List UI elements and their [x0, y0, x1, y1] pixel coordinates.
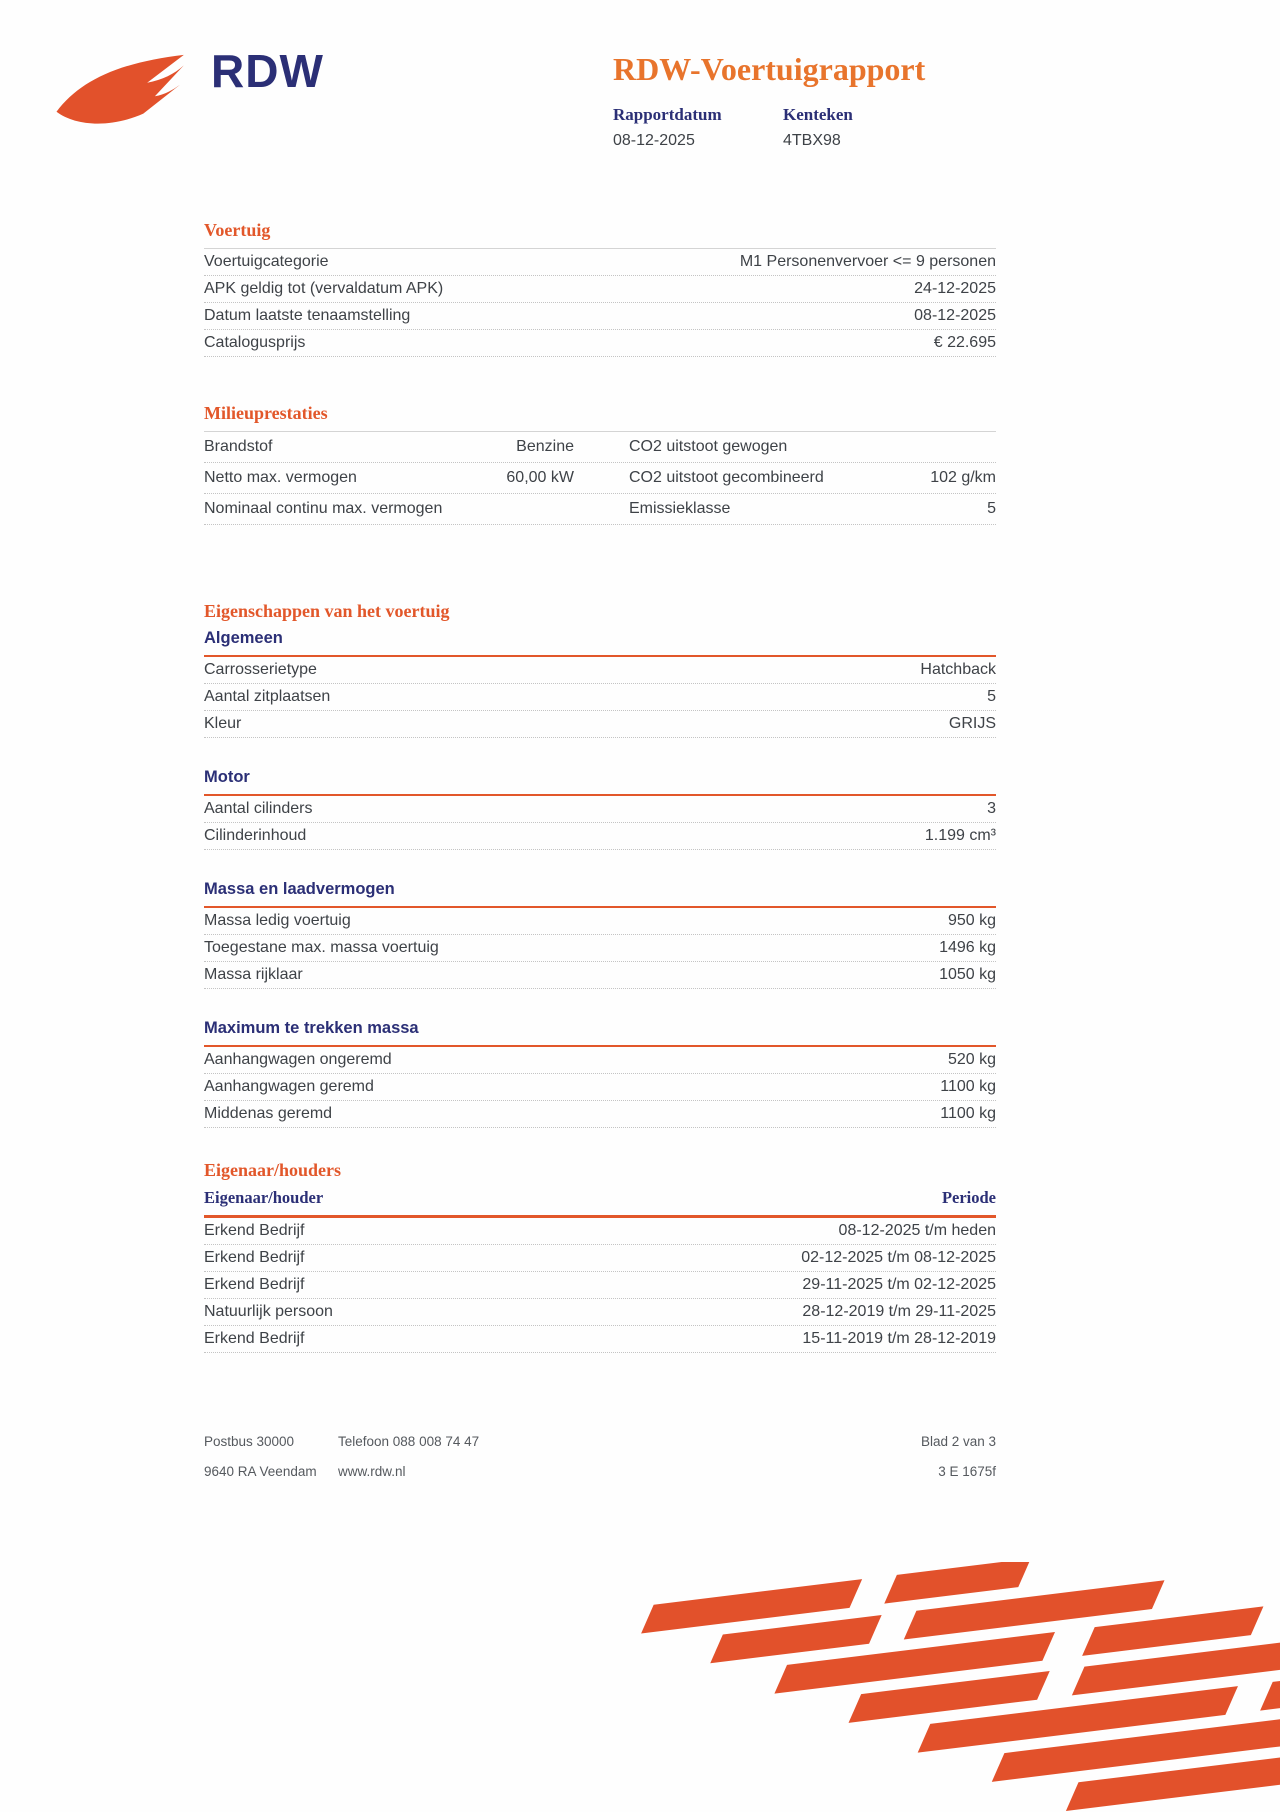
row-value: 1496 kg [939, 939, 996, 956]
footer-grid [204, 1434, 996, 1479]
row-label: CO2 uitstoot gewogen [629, 438, 788, 455]
owner-name: Erkend Bedrijf [204, 1222, 305, 1239]
row-value: 102 g/km [930, 469, 996, 486]
row-label: APK geldig tot (vervaldatum APK) [204, 280, 444, 297]
footer-address-line1: Postbus 30000 [204, 1434, 295, 1449]
row-label: Cilinderinhoud [204, 827, 307, 844]
report-date-label: Rapportdatum [613, 105, 722, 125]
row-label: Middenas geremd [204, 1105, 333, 1122]
section-heading: Eigenaar/houders [204, 1160, 342, 1180]
footer-address-line2: 9640 RA Veendam [204, 1464, 317, 1479]
owner-period: 29-11-2025 t/m 02-12-2025 [802, 1276, 996, 1293]
table-row [204, 432, 996, 463]
table-row [204, 1074, 996, 1101]
table-row [204, 823, 996, 850]
row-label: Datum laatste tenaamstelling [204, 307, 411, 324]
row-value: 08-12-2025 [914, 307, 996, 324]
milieu-rows [204, 431, 996, 525]
footer-doc-code: 3 E 1675f [938, 1464, 996, 1479]
footer-website: www.rdw.nl [338, 1464, 406, 1479]
row-label: Brandstof [204, 438, 273, 455]
section-eigenaar-houders [204, 1160, 996, 1353]
group-title: Massa en laadvermogen [204, 880, 996, 908]
group-title: Motor [204, 768, 996, 796]
logo-text: RDW [211, 45, 324, 97]
owner-name: Erkend Bedrijf [204, 1249, 305, 1266]
row-label: Aanhangwagen ongeremd [204, 1051, 392, 1068]
section-voertuig [204, 220, 996, 357]
row-value: 1100 kg [940, 1078, 996, 1095]
table-row [204, 463, 996, 494]
row-value: Benzine [516, 438, 574, 455]
table-row [204, 935, 996, 962]
table-row [204, 1218, 996, 1245]
row-label: Aanhangwagen geremd [204, 1078, 374, 1095]
owner-period: 02-12-2025 t/m 08-12-2025 [801, 1249, 996, 1266]
rdw-stripes-graphic [640, 1562, 1280, 1812]
row-label: Aantal zitplaatsen [204, 688, 331, 705]
group-motor [204, 768, 996, 850]
column-header-owner: Eigenaar/houder [204, 1188, 324, 1207]
report-date-value: 08-12-2025 [613, 132, 695, 150]
rdw-logo [52, 45, 324, 132]
table-row [204, 1299, 996, 1326]
row-value: 1.199 cm³ [924, 827, 996, 844]
section-eigenschappen [204, 601, 996, 1128]
group-title: Algemeen [204, 629, 996, 657]
section-heading: Voertuig [204, 220, 271, 240]
row-label: Netto max. vermogen [204, 469, 357, 486]
kenteken [783, 105, 953, 150]
row-value: € 22.695 [933, 334, 996, 351]
owner-name: Erkend Bedrijf [204, 1276, 305, 1293]
group-trekken-massa [204, 1019, 996, 1128]
section-heading: Milieuprestaties [204, 403, 328, 423]
row-label: Massa ledig voertuig [204, 912, 351, 929]
table-row [204, 330, 996, 357]
table-row [204, 276, 996, 303]
row-value: 5 [987, 688, 996, 705]
row-label: Catalogusprijs [204, 334, 306, 351]
rdw-wing-icon [52, 50, 197, 132]
table-row [204, 1101, 996, 1128]
row-value: M1 Personenvervoer <= 9 personen [739, 253, 996, 270]
row-label: Nominaal continu max. vermogen [204, 500, 443, 517]
footer-page-number: Blad 2 van 3 [920, 1434, 996, 1449]
row-label: Voertuigcategorie [204, 253, 329, 270]
column-header-period: Periode [941, 1188, 996, 1207]
owner-period: 28-12-2019 t/m 29-11-2025 [802, 1303, 996, 1320]
table-row [204, 494, 996, 525]
voertuig-rows [204, 248, 996, 357]
table-row [204, 657, 996, 684]
group-title: Maximum te trekken massa [204, 1019, 996, 1047]
section-heading: Eigenschappen van het voertuig [204, 601, 450, 621]
group-algemeen [204, 629, 996, 738]
row-value: GRIJS [948, 715, 996, 732]
table-row [204, 1326, 996, 1353]
table-row [204, 1272, 996, 1299]
row-label: Toegestane max. massa voertuig [204, 939, 439, 956]
owner-period: 08-12-2025 t/m heden [838, 1222, 996, 1239]
title-block [613, 52, 1033, 150]
table-row [204, 1245, 996, 1272]
owner-name: Erkend Bedrijf [204, 1330, 305, 1347]
row-value: 1050 kg [939, 966, 996, 983]
kenteken-label: Kenteken [783, 105, 853, 125]
table-row [204, 796, 996, 823]
table-row [204, 303, 996, 330]
report-meta [613, 105, 1033, 150]
table-row [204, 249, 996, 276]
page-title: RDW-Voertuigrapport [613, 51, 926, 87]
row-label: Emissieklasse [629, 500, 731, 517]
row-value: 3 [987, 800, 996, 817]
table-row [204, 711, 996, 738]
table-row [204, 684, 996, 711]
footer-phone: Telefoon 088 008 74 47 [338, 1434, 480, 1449]
row-label: Carrosserietype [204, 661, 317, 678]
row-label: Aantal cilinders [204, 800, 313, 817]
row-value: 950 kg [947, 912, 996, 929]
row-value: 24-12-2025 [914, 280, 996, 297]
row-value: 5 [987, 500, 996, 517]
owner-period: 15-11-2019 t/m 28-12-2019 [802, 1330, 996, 1347]
table-row [204, 962, 996, 989]
owners-table-header [204, 1188, 996, 1218]
row-label: CO2 uitstoot gecombineerd [629, 469, 824, 486]
row-label: Kleur [204, 715, 242, 732]
table-row [204, 908, 996, 935]
row-label: Massa rijklaar [204, 966, 303, 983]
row-value: 1100 kg [940, 1105, 996, 1122]
group-massa [204, 880, 996, 989]
row-value: Hatchback [920, 661, 996, 678]
table-row [204, 1047, 996, 1074]
page-footer [204, 1434, 996, 1479]
row-value: 60,00 kW [506, 469, 574, 486]
report-date [613, 105, 783, 150]
row-value: 520 kg [947, 1051, 996, 1068]
section-milieuprestaties [204, 403, 996, 525]
kenteken-value: 4TBX98 [783, 132, 841, 150]
owner-name: Natuurlijk persoon [204, 1303, 333, 1320]
